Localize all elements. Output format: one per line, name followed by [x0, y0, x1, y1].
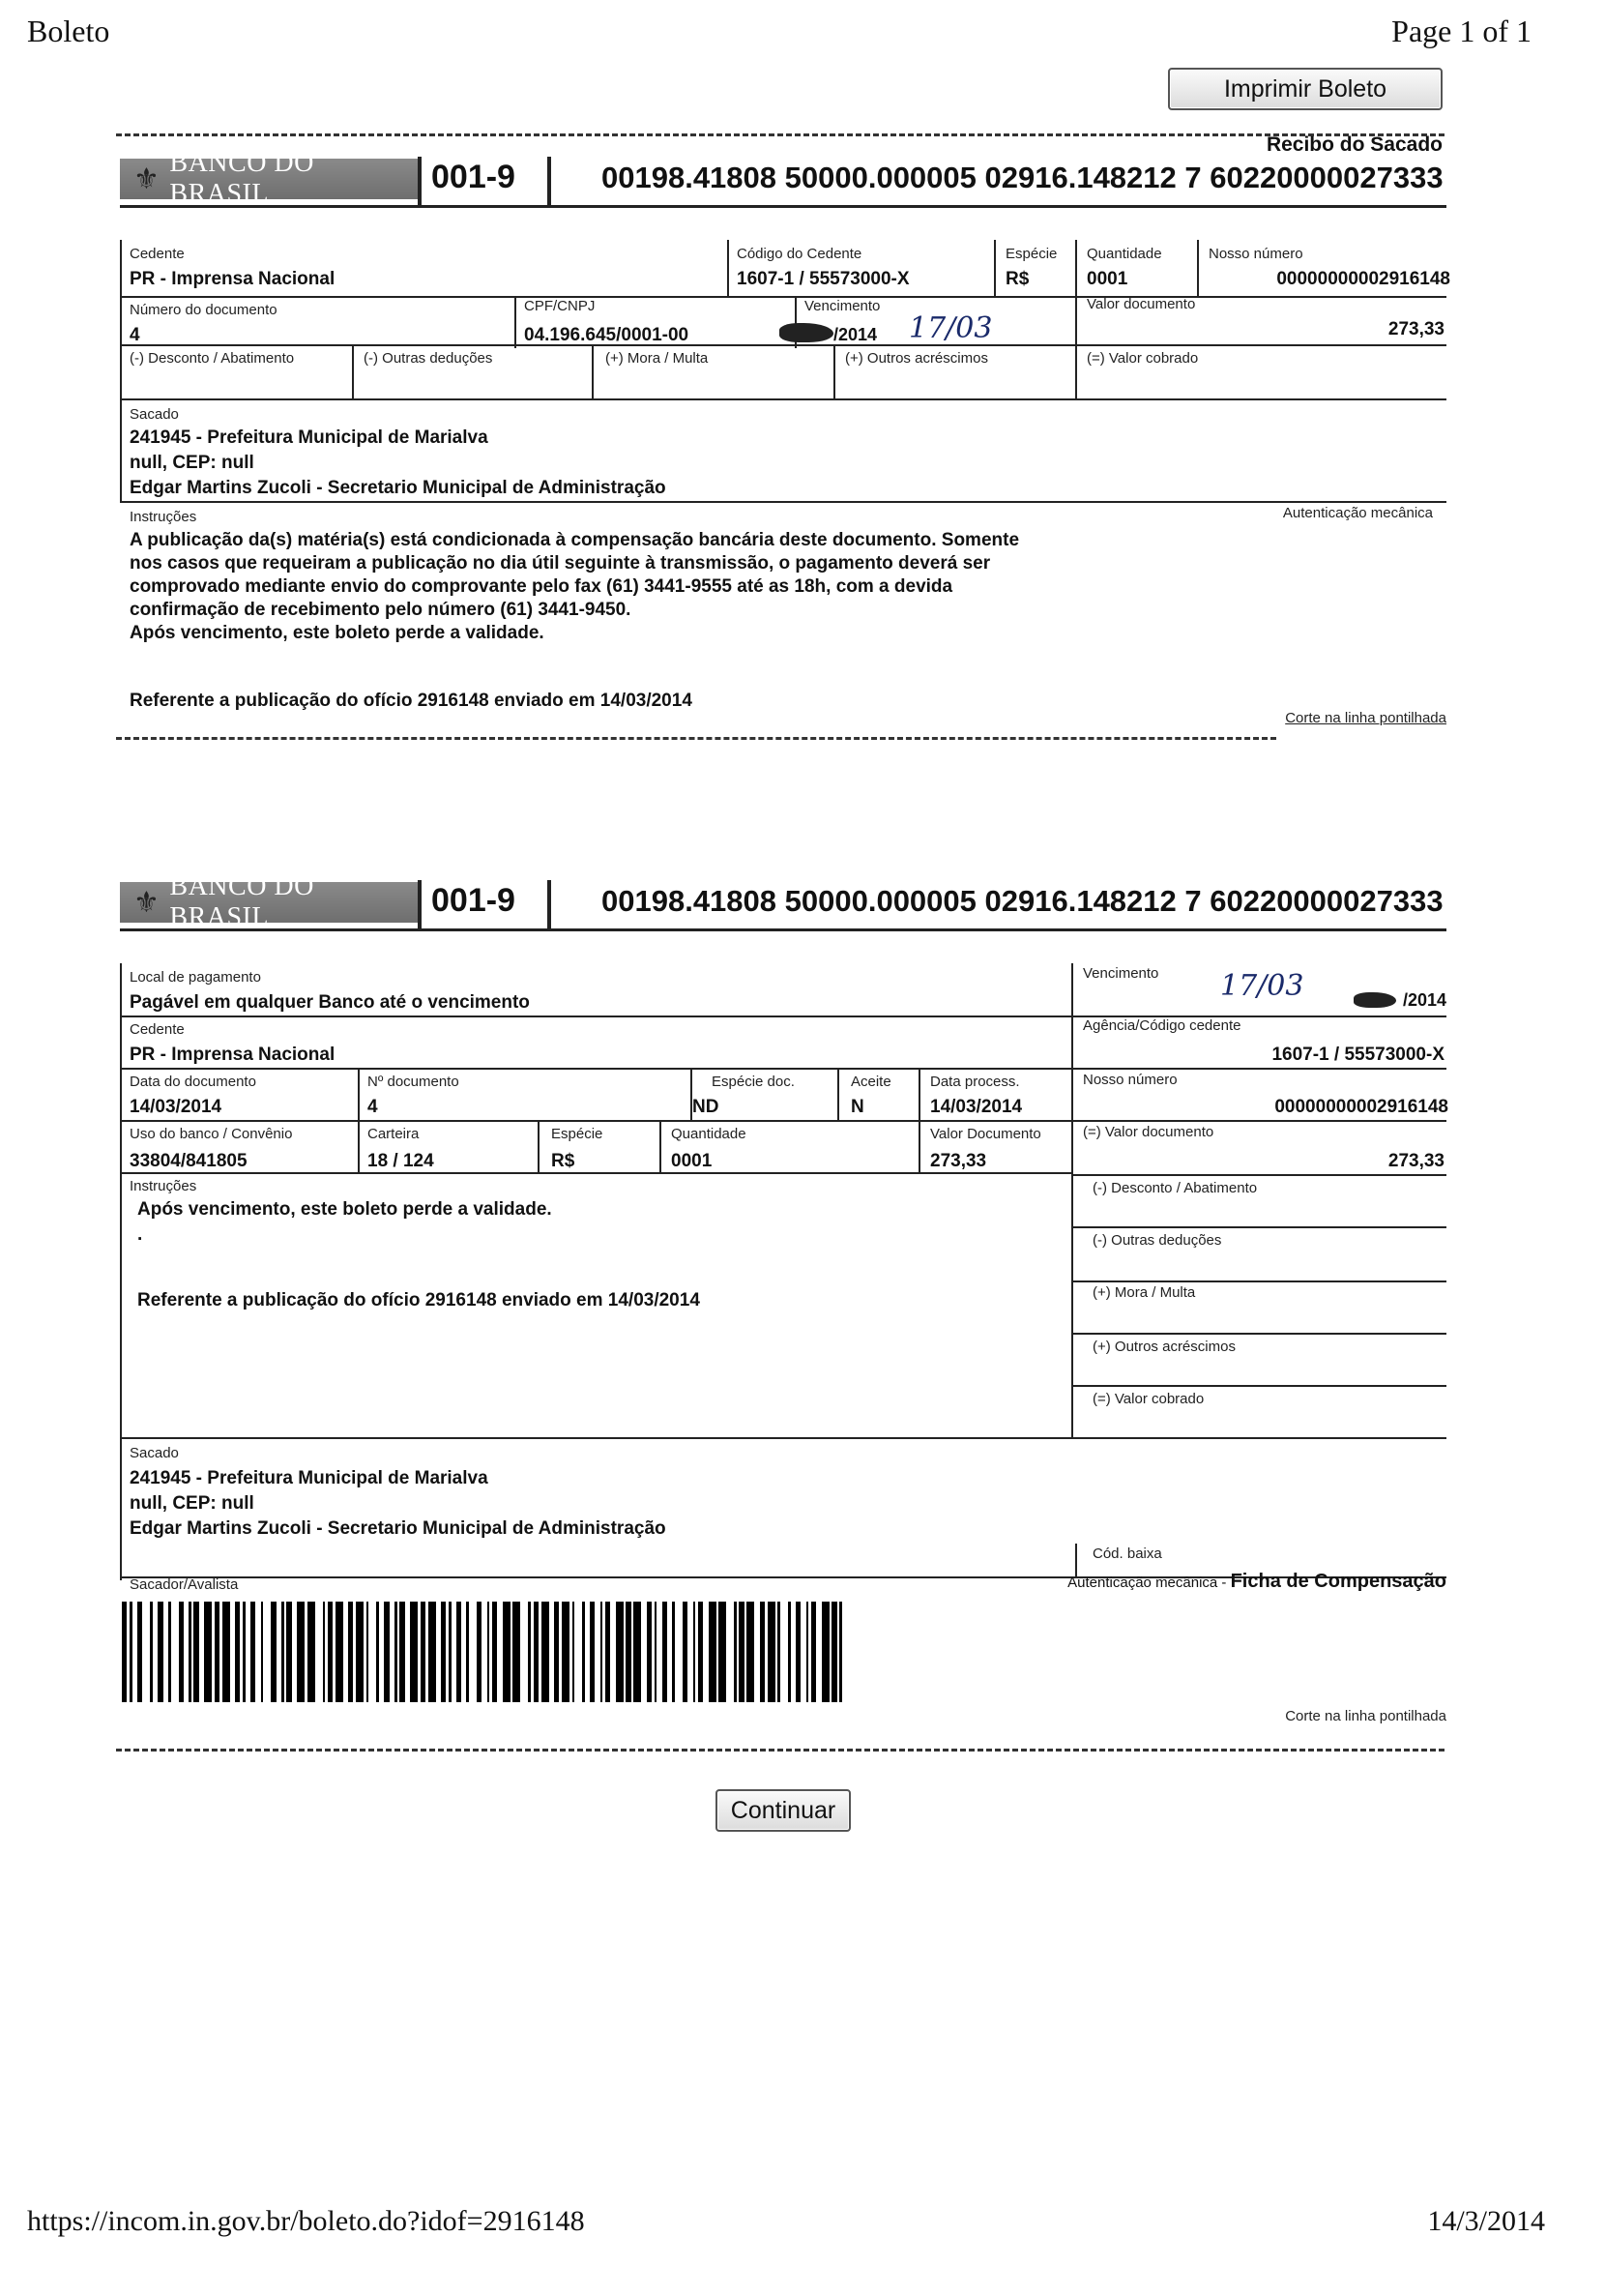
especie-doc-value: ND	[692, 1097, 719, 1117]
bank-divider	[418, 157, 422, 205]
ficha-compensacao-label: Ficha de Compensação	[1230, 1571, 1446, 1592]
page-url: https://incom.in.gov.br/boleto.do?idof=2916148	[27, 2205, 585, 2237]
data-process-label: Data process.	[930, 1074, 1020, 1090]
valor-documento-value: 273,33	[1387, 1151, 1444, 1171]
quantidade-label: Quantidade	[671, 1126, 746, 1142]
cedente-value: PR - Imprensa Nacional	[130, 269, 336, 289]
bank-code: 001-9	[431, 882, 515, 919]
nosso-numero-value: 00000000002916148	[1274, 1097, 1448, 1117]
agencia-label: Agência/Código cedente	[1083, 1017, 1241, 1034]
mora-label: (+) Mora / Multa	[605, 350, 709, 367]
barcode	[122, 1602, 934, 1702]
quantidade-label: Quantidade	[1087, 246, 1162, 262]
digitable-line: 00198.41808 50000.000005 02916.148212 7 60220000027333	[601, 884, 1444, 918]
page-header-title: Boleto	[27, 14, 110, 48]
grid-line	[120, 1016, 1446, 1017]
grid-line	[727, 240, 729, 298]
print-date: 14/3/2014	[1427, 2205, 1545, 2237]
grid-line	[352, 344, 354, 400]
grid-line	[837, 1068, 839, 1120]
uso-banco-label: Uso do banco / Convênio	[130, 1126, 293, 1142]
autenticacao-label: Autenticação mecânica	[1282, 505, 1433, 521]
instrucoes-label: Instruções	[130, 509, 197, 525]
instrucoes-text: Após vencimento, este boleto perde a validade.	[137, 1199, 552, 1220]
especie-value: R$	[1006, 269, 1030, 289]
grid-line	[120, 1120, 1446, 1122]
bank-divider	[547, 880, 551, 928]
valor-cobrado-label: (=) Valor cobrado	[1093, 1391, 1205, 1407]
agencia-value: 1607-1 / 55573000-X	[1271, 1045, 1444, 1065]
quantidade-value: 0001	[671, 1151, 713, 1171]
sacado-line-2: null, CEP: null	[130, 1493, 254, 1514]
cod-baixa-label: Cód. baixa	[1093, 1545, 1162, 1562]
desconto-label: (-) Desconto / Abatimento	[130, 350, 295, 367]
cedente-label: Cedente	[130, 1021, 185, 1038]
continue-button[interactable]: Continuar	[715, 1789, 851, 1832]
especie-value: R$	[551, 1151, 575, 1171]
barcode-bar	[839, 1602, 842, 1702]
grid-line	[659, 1120, 661, 1172]
especie-label: Espécie	[1006, 246, 1058, 262]
grid-line	[592, 344, 594, 400]
outras-deducoes-label: (-) Outras deduções	[364, 350, 493, 367]
bank-divider	[418, 880, 422, 928]
grid-line	[1071, 1226, 1446, 1228]
print-boleto-button[interactable]: Imprimir Boleto	[1168, 68, 1443, 110]
mora-label: (+) Mora / Multa	[1093, 1284, 1196, 1301]
page-indicator: Page 1 of 1	[1391, 14, 1532, 48]
grid-line	[120, 1437, 122, 1580]
grid-line	[1071, 1174, 1446, 1176]
num-documento-label: Nº documento	[367, 1074, 459, 1090]
data-documento-label: Data do documento	[130, 1074, 256, 1090]
bank-logo-icon: ⚜	[133, 886, 160, 919]
grid-line	[120, 398, 1446, 400]
sacado-line-3: Edgar Martins Zucoli - Secretario Municipal de Administração	[130, 478, 666, 498]
nosso-numero-label: Nosso número	[1209, 246, 1303, 262]
data-process-value: 14/03/2014	[930, 1097, 1023, 1117]
numero-documento-label: Número do documento	[130, 302, 277, 318]
bank-logo-icon: ⚜	[133, 162, 160, 195]
local-pagamento-label: Local de pagamento	[130, 969, 261, 986]
local-pagamento-value: Pagável em qualquer Banco até o vencimento	[130, 992, 530, 1013]
digitable-line: 00198.41808 50000.000005 02916.148212 7 60220000027333	[601, 161, 1444, 194]
carteira-label: Carteira	[367, 1126, 420, 1142]
desconto-label: (-) Desconto / Abatimento	[1093, 1180, 1258, 1196]
cut-dashed-line	[116, 1749, 1444, 1751]
grid-line	[994, 240, 996, 298]
instrucoes-label: Instruções	[130, 1178, 197, 1194]
recibo-heading: Recibo do Sacado	[1266, 133, 1443, 156]
sacado-line-2: null, CEP: null	[130, 453, 254, 473]
bank-divider	[547, 157, 551, 205]
outros-acrescimos-label: (+) Outros acréscimos	[1093, 1339, 1236, 1355]
grid-line	[120, 398, 122, 503]
top-dashed-line	[116, 133, 1444, 136]
grid-line	[1071, 1385, 1446, 1387]
instrucoes-line-5: Após vencimento, este boleto perde a validade.	[130, 623, 544, 643]
valor-cobrado-label: (=) Valor cobrado	[1087, 350, 1199, 367]
referente-text: Referente a publicação do ofício 2916148 enviado em 14/03/2014	[130, 691, 692, 711]
vencimento-label: Vencimento	[804, 298, 881, 314]
grid-line	[120, 296, 1446, 298]
grid-line	[120, 501, 1446, 503]
grid-line	[833, 344, 835, 400]
grid-line	[538, 1120, 540, 1172]
aceite-value: N	[851, 1097, 864, 1117]
codigo-cedente-value: 1607-1 / 55573000-X	[737, 269, 910, 289]
especie-doc-label: Espécie doc.	[712, 1074, 795, 1090]
cpf-cnpj-label: CPF/CNPJ	[524, 298, 596, 314]
instrucoes-line-3: comprovado mediante envio do comprovante pelo fax (61) 3441-9555 até as 18h, com a devida	[130, 576, 953, 597]
outros-acrescimos-label: (+) Outros acréscimos	[845, 350, 988, 367]
handwritten-due-date: 17/03	[1220, 969, 1304, 1003]
sacador-label: Sacador/Avalista	[130, 1576, 239, 1593]
ink-scribble	[779, 323, 833, 342]
sacado-line-1: 241945 - Prefeitura Municipal de Marialva	[130, 427, 488, 448]
grid-line	[1071, 1333, 1446, 1335]
vencimento-label: Vencimento	[1083, 965, 1159, 982]
nosso-numero-value: 00000000002916148	[1276, 269, 1450, 289]
valor-doc-value: 273,33	[930, 1151, 987, 1171]
sacado-label: Sacado	[130, 1445, 179, 1461]
valor-doc-label: Valor Documento	[930, 1126, 1041, 1142]
handwritten-due-date: 17/03	[909, 311, 993, 345]
quantidade-value: 0001	[1087, 269, 1128, 289]
grid-line	[514, 296, 516, 348]
grid-line	[120, 1068, 1446, 1070]
cut-dashed-line	[116, 737, 1276, 740]
valor-documento-label: (=) Valor documento	[1083, 1124, 1214, 1140]
carteira-value: 18 / 124	[367, 1151, 434, 1171]
grid-line	[120, 1172, 1071, 1174]
ink-scribble	[1354, 992, 1396, 1008]
bank-logo	[120, 871, 420, 932]
grid-line	[120, 963, 122, 1437]
corte-label: Corte na linha pontilhada	[1285, 710, 1446, 726]
grid-line	[1075, 240, 1077, 400]
outras-deducoes-label: (-) Outras deduções	[1093, 1232, 1222, 1249]
valor-documento-value: 273,33	[1387, 319, 1444, 339]
ficha-compensacao-footer	[1067, 1571, 1446, 1593]
numero-documento-value: 4	[130, 325, 140, 345]
aceite-label: Aceite	[851, 1074, 891, 1090]
autenticacao-label: Autenticação mecânica -	[1067, 1575, 1231, 1591]
cedente-value: PR - Imprensa Nacional	[130, 1045, 336, 1065]
sacado-line-3: Edgar Martins Zucoli - Secretario Municipal de Administração	[130, 1518, 666, 1539]
instrucoes-line-2: nos casos que requeiram a publicação no dia útil seguinte à transmissão, o pagamento deverá ser	[130, 553, 991, 574]
corte-label: Corte na linha pontilhada	[1285, 1708, 1446, 1724]
valor-documento-label: Valor documento	[1087, 296, 1196, 312]
grid-line	[120, 240, 122, 400]
cpf-cnpj-value: 04.196.645/0001-00	[524, 325, 689, 345]
uso-banco-value: 33804/841805	[130, 1151, 248, 1171]
grid-line	[1071, 1280, 1446, 1282]
sacado-label: Sacado	[130, 406, 179, 423]
vencimento-year: /2014	[1402, 990, 1446, 1010]
grid-line	[1197, 240, 1199, 298]
instrucoes-line-1: A publicação da(s) matéria(s) está condicionada à compensação bancária deste documento. Somente	[130, 530, 1020, 550]
grid-line	[120, 344, 1446, 346]
data-documento-value: 14/03/2014	[130, 1097, 222, 1117]
vencimento-year: /2014	[833, 325, 878, 344]
cedente-label: Cedente	[130, 246, 185, 262]
header-rule	[120, 928, 1446, 931]
instrucoes-dot: .	[137, 1224, 143, 1245]
codigo-cedente-label: Código do Cedente	[737, 246, 862, 262]
especie-label: Espécie	[551, 1126, 603, 1142]
header-rule	[120, 205, 1446, 208]
bank-code: 001-9	[431, 159, 515, 195]
referente-text: Referente a publicação do ofício 2916148 enviado em 14/03/2014	[137, 1290, 700, 1310]
grid-line	[1071, 963, 1073, 1437]
sacado-line-1: 241945 - Prefeitura Municipal de Marialva	[130, 1468, 488, 1488]
bank-logo	[120, 148, 420, 209]
bank-logo-text: BANCO DO BRASIL	[169, 871, 314, 932]
num-documento-value: 4	[367, 1097, 378, 1117]
grid-line	[120, 1437, 1446, 1439]
instrucoes-line-4: confirmação de recebimento pelo número (61) 3441-9450.	[130, 600, 631, 620]
bank-logo-text: BANCO DO BRASIL	[169, 148, 314, 209]
nosso-numero-label: Nosso número	[1083, 1072, 1178, 1088]
